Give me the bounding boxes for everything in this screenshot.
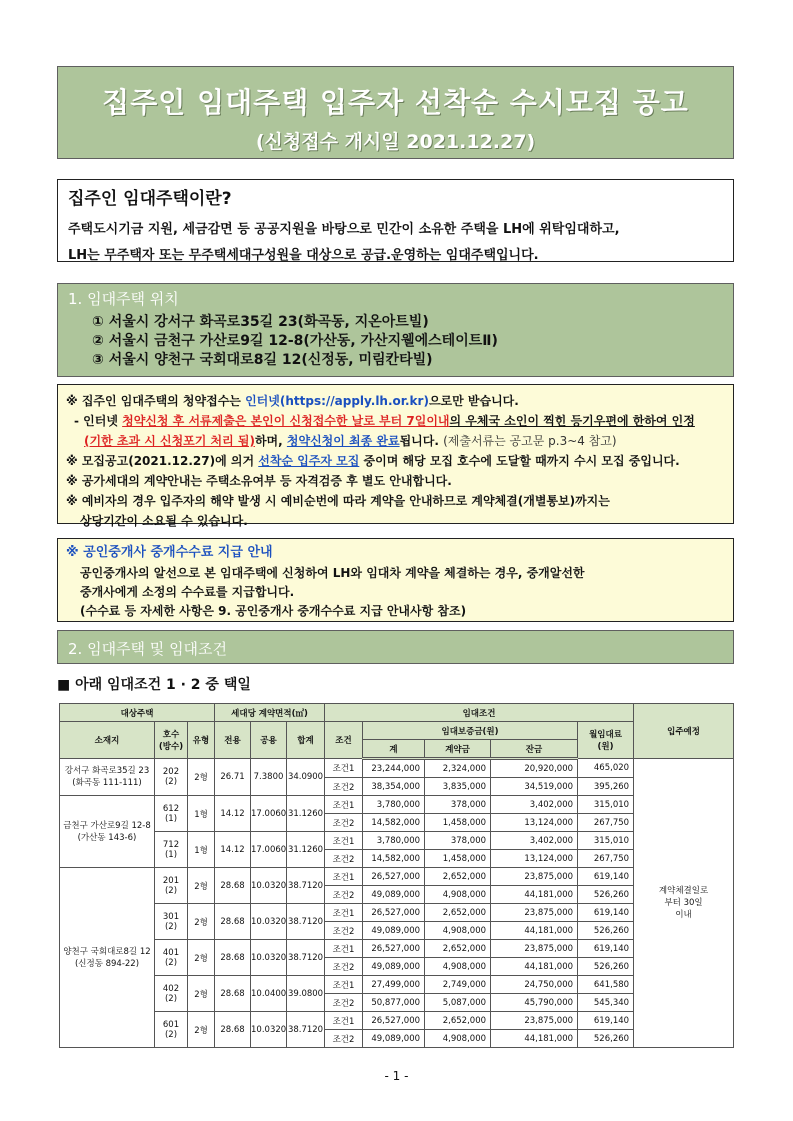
cell-condition: 조건2 (325, 778, 363, 796)
notice-line-1 (66, 391, 725, 411)
cell-exclusive: 14.12 (215, 832, 251, 868)
cell-deposit-contract: 4,908,000 (425, 1030, 491, 1048)
notice-text: 으로만 받습니다. (428, 394, 519, 408)
section-conditions-title: 2. 임대주택 및 임대조건 (57, 630, 734, 664)
cell-exclusive: 28.68 (215, 940, 251, 976)
cell-common: 10.0400 (251, 976, 287, 1012)
th-condition: 조건 (325, 722, 363, 759)
cell-deposit-contract: 1,458,000 (425, 814, 491, 832)
cell-total: 38.7120 (287, 1012, 325, 1048)
cell-rent: 619,140 (578, 904, 634, 922)
th-deposit-balance: 잔금 (491, 740, 578, 759)
table-row (60, 1012, 734, 1030)
cell-exclusive: 28.68 (215, 904, 251, 940)
page-subtitle: (신청접수 개시일 2021.12.27) (255, 131, 536, 153)
unit-number: 202 (162, 767, 180, 777)
notice-line-5: ※ 공가세대의 계약안내는 주택소유여부 등 자격검증 후 별도 안내합니다. (66, 474, 452, 488)
notice-line-4 (66, 451, 725, 471)
cell-deposit-sum: 50,877,000 (363, 994, 425, 1012)
cell-deposit-contract: 2,652,000 (425, 940, 491, 958)
notice-text: 중이며 해당 모집 호수에 도달할 때까지 수시 모집 중입니다. (359, 454, 680, 468)
cell-condition: 조건1 (325, 1012, 363, 1030)
cell-deposit-sum: 27,499,000 (363, 976, 425, 994)
section-location-title: 1. 임대주택 위치 (68, 290, 179, 308)
cell-total: 39.0800 (287, 976, 325, 1012)
unit-number: 712 (162, 839, 180, 850)
cell-deposit-sum: 3,780,000 (363, 832, 425, 850)
cell-deposit-sum: 49,089,000 (363, 922, 425, 940)
cell-deposit-balance: 44,181,000 (491, 1030, 578, 1048)
cell-deposit-balance: 24,750,000 (491, 976, 578, 994)
cell-deposit-contract: 1,458,000 (425, 850, 491, 868)
cell-condition: 조건2 (325, 886, 363, 904)
cell-type: 2형 (188, 976, 215, 1012)
cell-common: 10.0320 (251, 868, 287, 904)
notice-line-2 (66, 411, 725, 431)
cell-rent: 267,750 (578, 814, 634, 832)
cell-deposit-balance: 45,790,000 (491, 994, 578, 1012)
unit-number: 601 (162, 1019, 180, 1030)
cell-common: 10.0320 (251, 1012, 287, 1048)
th-location: 소재지 (60, 722, 155, 759)
cell-deposit-sum: 26,527,000 (363, 940, 425, 958)
cell-total: 31.1260 (287, 832, 325, 868)
th-rent: 월임대료 (원) (578, 722, 634, 759)
notice-text: 하며, (254, 434, 287, 448)
cell-rent: 526,260 (578, 886, 634, 904)
cell-condition: 조건2 (325, 958, 363, 976)
cell-type: 2형 (188, 1012, 215, 1048)
apply-link[interactable]: 인터넷(https://apply.lh.or.kr) (245, 394, 429, 408)
unit-rooms: (1) (164, 849, 178, 860)
cell-total: 38.7120 (287, 904, 325, 940)
cell-rent: 619,140 (578, 940, 634, 958)
cell-deposit-balance: 13,124,000 (491, 814, 578, 832)
th-common: 공용 (251, 722, 287, 759)
intro-line-1: 주택도시기금 지원, 세금감면 등 공공지원을 바탕으로 민간이 소유한 주택을 LH에 위탁임대하고, (68, 222, 620, 237)
cell-rent: 465,020 (578, 759, 634, 778)
cell-condition: 조건2 (325, 922, 363, 940)
cell-deposit-balance: 13,124,000 (491, 850, 578, 868)
cell-total: 34.0900 (287, 759, 325, 796)
cell-location: 강서구 화곡로35길 23 (화곡동 111-111) (60, 759, 155, 796)
notice-line-3 (66, 431, 725, 451)
cell-type: 1형 (188, 832, 215, 868)
table-row (60, 759, 734, 778)
unit-number: 402 (162, 983, 180, 994)
notice-text: ※ 집주인 임대주택의 청약접수는 (66, 394, 246, 408)
cell-deposit-sum: 49,089,000 (363, 886, 425, 904)
broker-line-1: 공인중개사의 알선으로 본 임대주택에 신청하여 LH와 임대차 계약을 체결하는 경우, 중개알선한 (80, 566, 585, 580)
cell-type: 2형 (188, 759, 215, 796)
th-deposit-contract: 계약금 (425, 740, 491, 759)
cell-common: 17.0060 (251, 796, 287, 832)
unit-rooms: (2) (164, 885, 178, 896)
cell-condition: 조건2 (325, 814, 363, 832)
th-exclusive: 전용 (215, 722, 251, 759)
cell-unit (155, 1012, 188, 1048)
cell-deposit-contract: 2,652,000 (425, 1012, 491, 1030)
cell-deposit-balance: 3,402,000 (491, 796, 578, 814)
cell-rent: 315,010 (578, 832, 634, 850)
cell-deposit-sum: 23,244,000 (363, 759, 425, 778)
cell-deposit-sum: 26,527,000 (363, 868, 425, 886)
cell-common: 17.0060 (251, 832, 287, 868)
location-item: ③ 서울시 양천구 국회대로8길 12(신정동, 미림칸타빌) (92, 352, 433, 368)
table-row (60, 904, 734, 922)
cell-unit (155, 904, 188, 940)
cell-deposit-sum: 26,527,000 (363, 904, 425, 922)
cell-unit (155, 868, 188, 904)
cell-rent: 526,260 (578, 1030, 634, 1048)
cell-exclusive: 28.68 (215, 1012, 251, 1048)
table-row (60, 868, 734, 886)
cell-deposit-contract: 3,835,000 (425, 778, 491, 796)
th-conditions: 임대조건 (325, 704, 634, 722)
cell-type: 2형 (188, 940, 215, 976)
cell-condition: 조건2 (325, 994, 363, 1012)
section-location (57, 283, 734, 377)
cell-location: 양천구 국회대로8길 12 (신정동 894-22) (60, 868, 155, 1048)
unit-rooms: (2) (164, 921, 178, 932)
notice-forfeit: (기한 초과 시 신청포기 처리 됨) (84, 434, 255, 448)
th-total: 합계 (287, 722, 325, 759)
cell-condition: 조건1 (325, 940, 363, 958)
notice-line-7: 상당기간이 소요될 수 있습니다. (80, 514, 248, 528)
cell-type: 2형 (188, 904, 215, 940)
cell-deposit-sum: 14,582,000 (363, 850, 425, 868)
unit-rooms: (1) (164, 813, 178, 824)
cell-rent: 267,750 (578, 850, 634, 868)
broker-box (57, 538, 734, 622)
table-row (60, 976, 734, 994)
th-move-in: 입주예정 (634, 704, 734, 759)
unit-rooms: (2) (164, 957, 178, 968)
unit-number: 401 (162, 947, 180, 958)
intro-body (68, 217, 723, 269)
cell-deposit-contract: 378,000 (425, 832, 491, 850)
cell-deposit-balance: 44,181,000 (491, 958, 578, 976)
broker-line-3: (수수료 등 자세한 사항은 9. 공인중개사 중개수수료 지급 안내사항 참조) (80, 604, 467, 618)
cell-location: 금천구 가산로9길 12-8 (가산동 143-6) (60, 796, 155, 868)
th-deposit-sum: 계 (363, 740, 425, 759)
th-type: 유형 (188, 722, 215, 759)
cell-rent: 315,010 (578, 796, 634, 814)
unit-number: 612 (162, 803, 180, 814)
th-target: 대상주택 (60, 704, 215, 722)
cell-deposit-contract: 378,000 (425, 796, 491, 814)
broker-line-2: 중개사에게 소정의 수수료를 지급합니다. (80, 585, 295, 599)
th-deposit: 임대보증금(원) (363, 722, 578, 740)
page-number: - 1 - (384, 1069, 409, 1083)
intro-box (57, 179, 734, 262)
cell-total: 31.1260 (287, 796, 325, 832)
notice-box (57, 384, 734, 528)
cell-deposit-balance: 23,875,000 (491, 940, 578, 958)
th-unit: 호수 (방수) (155, 722, 188, 759)
cell-condition: 조건1 (325, 832, 363, 850)
cell-deposit-balance: 20,920,000 (491, 759, 578, 778)
table-row (60, 940, 734, 958)
table-row (60, 832, 734, 850)
cell-deposit-sum: 49,089,000 (363, 1030, 425, 1048)
cell-deposit-contract: 4,908,000 (425, 958, 491, 976)
unit-number: 201 (162, 875, 180, 886)
cell-deposit-contract: 2,652,000 (425, 868, 491, 886)
cell-deposit-sum: 26,527,000 (363, 1012, 425, 1030)
cell-exclusive: 14.12 (215, 796, 251, 832)
cell-rent: 526,260 (578, 958, 634, 976)
unit-rooms: (2) (164, 777, 178, 787)
cell-condition: 조건1 (325, 759, 363, 778)
cell-rent: 641,580 (578, 976, 634, 994)
cell-condition: 조건1 (325, 868, 363, 886)
cell-total: 38.7120 (287, 940, 325, 976)
notice-text: 의 우체국 소인이 찍힌 등기우편에 한하여 인정 (449, 414, 695, 428)
unit-rooms: (2) (164, 993, 178, 1004)
notice-line-6: ※ 예비자의 경우 입주자의 해약 발생 시 예비순번에 따라 계약을 안내하므로 계약체결(개별통보)까지는 (66, 494, 610, 508)
cell-deposit-sum: 3,780,000 (363, 796, 425, 814)
page-title: 집주인 임대주택 입주자 선착순 수시모집 공고 (102, 86, 689, 119)
cell-unit (155, 832, 188, 868)
cell-deposit-balance: 23,875,000 (491, 904, 578, 922)
intro-title: 집주인 임대주택이란? (68, 189, 232, 209)
cell-deposit-balance: 44,181,000 (491, 922, 578, 940)
cell-deposit-contract: 2,749,000 (425, 976, 491, 994)
cell-condition: 조건2 (325, 1030, 363, 1048)
cell-unit (155, 940, 188, 976)
cell-deposit-balance: 34,519,000 (491, 778, 578, 796)
cell-unit (155, 976, 188, 1012)
cell-deposit-contract: 4,908,000 (425, 922, 491, 940)
cell-condition: 조건1 (325, 796, 363, 814)
cell-move-in: 계약체결일로 부터 30일 이내 (634, 759, 734, 1048)
cell-condition: 조건1 (325, 904, 363, 922)
cell-deposit-balance: 23,875,000 (491, 1012, 578, 1030)
cell-deposit-contract: 2,324,000 (425, 759, 491, 778)
cell-deposit-balance: 23,875,000 (491, 868, 578, 886)
cell-deposit-sum: 49,089,000 (363, 958, 425, 976)
cell-deposit-sum: 14,582,000 (363, 814, 425, 832)
cell-exclusive: 26.71 (215, 759, 251, 796)
cell-rent: 526,260 (578, 922, 634, 940)
cell-deposit-contract: 2,652,000 (425, 904, 491, 922)
cell-deposit-balance: 44,181,000 (491, 886, 578, 904)
cell-total: 38.7120 (287, 868, 325, 904)
title-banner (57, 66, 734, 159)
th-area: 세대당 계약면적(㎡) (215, 704, 325, 722)
unit-number: 301 (162, 911, 180, 922)
cell-common: 7.3800 (251, 759, 287, 796)
notice-first-come: 선착순 입주자 모집 (258, 454, 360, 468)
intro-line-2: LH는 무주택자 또는 무주택세대구성원을 대상으로 공급.운영하는 임대주택입니다. (68, 248, 539, 263)
notice-text: - 인터넷 (74, 414, 123, 428)
cell-deposit-balance: 3,402,000 (491, 832, 578, 850)
cell-condition: 조건2 (325, 850, 363, 868)
cell-unit (155, 759, 188, 796)
notice-complete: 청약신청이 최종 완료 (286, 434, 400, 448)
notice-deadline: 청약신청 후 서류제출은 본인이 신청접수한 날로 부터 7일이내 (122, 414, 450, 428)
broker-title: ※ 공인중개사 중개수수료 지급 안내 (66, 545, 273, 560)
table-row (60, 796, 734, 814)
notice-reference: (제출서류는 공고문 p.3~4 참고) (443, 434, 617, 448)
cell-deposit-contract: 5,087,000 (425, 994, 491, 1012)
notice-text: ※ 모집공고(2021.12.27)에 의거 (66, 454, 259, 468)
cell-condition: 조건1 (325, 976, 363, 994)
cell-type: 2형 (188, 868, 215, 904)
location-item: ② 서울시 금천구 가산로9길 12-8(가산동, 가산지웰에스테이트Ⅱ) (92, 333, 498, 349)
cell-deposit-contract: 4,908,000 (425, 886, 491, 904)
cell-deposit-sum: 38,354,000 (363, 778, 425, 796)
cell-rent: 395,260 (578, 778, 634, 796)
choose-note: ■ 아래 임대조건 1 · 2 중 택일 (57, 677, 251, 693)
cell-rent: 619,140 (578, 868, 634, 886)
cell-exclusive: 28.68 (215, 868, 251, 904)
location-item: ① 서울시 강서구 화곡로35길 23(화곡동, 지온아트빌) (92, 314, 429, 330)
cell-exclusive: 28.68 (215, 976, 251, 1012)
cell-rent: 619,140 (578, 1012, 634, 1030)
cell-unit (155, 796, 188, 832)
cell-rent: 545,340 (578, 994, 634, 1012)
cell-type: 1형 (188, 796, 215, 832)
cell-common: 10.0320 (251, 904, 287, 940)
unit-rooms: (2) (164, 1029, 178, 1040)
cell-common: 10.0320 (251, 940, 287, 976)
notice-text: 됩니다. (399, 434, 444, 448)
rental-table (59, 703, 734, 1048)
